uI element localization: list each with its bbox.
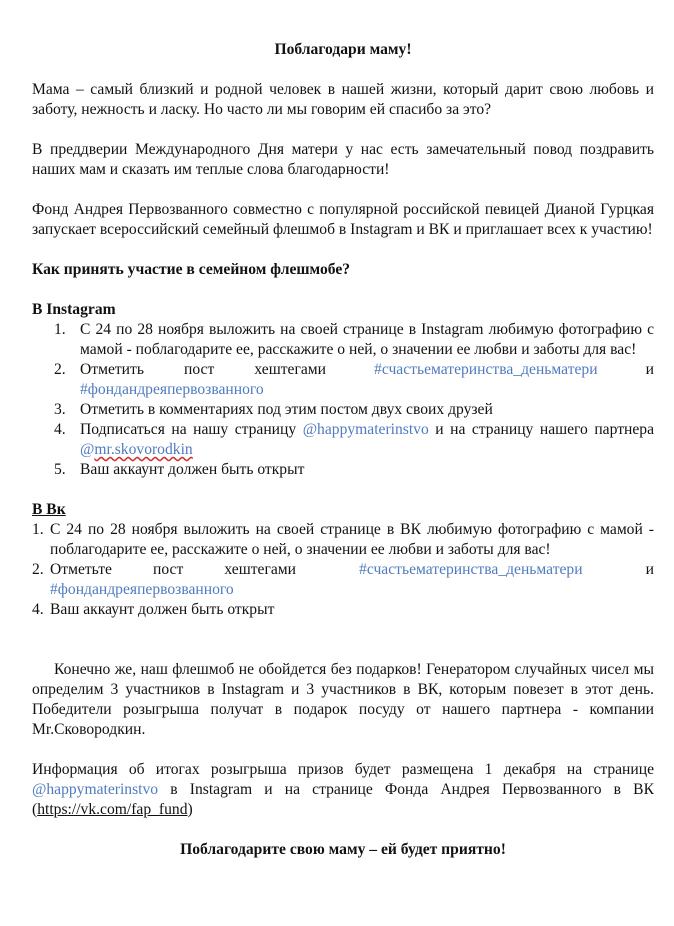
word: пост xyxy=(153,561,184,578)
word: хештегами xyxy=(254,361,326,378)
step-text: С 24 по 28 ноября выложить на своей странице в Instagram любимую фотографию с мамой - поблагодарите ее, расскажите о ней, о значении ее любви и заботы для вас! xyxy=(80,321,654,358)
step-text: Ваш аккаунт должен быть открыт xyxy=(80,461,305,478)
vk-step-1 xyxy=(32,520,654,560)
results-text-before: Информация об итогах розыгрыша призов будет размещена 1 декабря на странице xyxy=(32,761,654,778)
instagram-step-4 xyxy=(32,420,654,460)
list-number: 5. xyxy=(54,461,66,478)
prizes-paragraph: Конечно же, наш флешмоб не обойдется без подарков! Генератором случайных чисел мы определим 3 участников в Instagram и 3 участников в ВК, которым повезет в этот день. Победители розыгрыша получат в подарок посуду от нашего партнера - компании Mr.Сковородкин. xyxy=(32,661,654,738)
list-number: 2. xyxy=(54,361,66,378)
step-text: Ваш аккаунт должен быть открыт xyxy=(50,601,275,618)
step-4-text-middle: и на страницу нашего партнера xyxy=(435,421,654,438)
results-text-middle: в Instagram и на странице Фонда Андрея Первозванного в ВК ( xyxy=(32,781,654,818)
document-title: Поблагодари маму! xyxy=(274,41,412,58)
instagram-steps-list xyxy=(32,320,654,480)
handle-name: mr.skovorodkin xyxy=(94,441,193,458)
vk-heading: В Вк xyxy=(32,501,66,518)
hashtag-mothers-day[interactable]: #счастьематеринства_деньматери xyxy=(359,561,583,578)
closing-line: Поблагодарите свою маму – ей будет приятно! xyxy=(180,841,506,858)
instagram-step-5 xyxy=(32,460,654,480)
handle-at-sign: @ xyxy=(80,441,95,458)
skovorodkin-handle[interactable] xyxy=(80,441,193,458)
happymaterinstvo-handle[interactable]: @happymaterinstvo xyxy=(302,421,429,438)
hashtag-foundation[interactable]: #фондандреяпервозванного xyxy=(80,381,264,398)
hashtag-foundation[interactable]: #фондандреяпервозванного xyxy=(50,581,234,598)
step-text: Отметить в комментариях под этим постом двух своих друзей xyxy=(80,401,493,418)
step-text: С 24 по 28 ноября выложить на своей странице в ВК любимую фотографию с мамой - поблагодарите ее, расскажите о ней, о значении ее любви и заботы для вас! xyxy=(50,521,654,558)
hashtag-mothers-day[interactable]: #счастьематеринства_деньматери xyxy=(374,361,598,378)
list-number: 2. xyxy=(32,561,44,578)
results-text-end: ) xyxy=(187,801,193,818)
step-2-text xyxy=(80,360,326,380)
list-number: 1. xyxy=(32,521,44,538)
list-number: 4. xyxy=(54,421,66,438)
word: пост xyxy=(184,361,215,378)
foundation-paragraph: Фонд Андрея Первозванного совместно с популярной российской певицей Дианой Гурцкая запускает всероссийский семейный флешмоб в Instagram и ВК и приглашает всех к участию! xyxy=(32,201,654,238)
conjunction-and: и xyxy=(645,561,654,578)
vk-step-2 xyxy=(32,560,654,600)
vk-steps-list xyxy=(32,520,654,620)
vk-step-4 xyxy=(32,600,654,620)
mothers-day-paragraph: В преддверии Международного Дня матери у нас есть замечательный повод поздравить наших мам и сказать им теплые слова благодарности! xyxy=(32,141,654,178)
word: Отметьте xyxy=(50,561,112,578)
results-paragraph xyxy=(32,760,654,820)
step-2-first-line xyxy=(80,360,654,380)
instagram-step-2 xyxy=(32,360,654,400)
step-4-text-before: Подписаться на нашу страницу xyxy=(80,421,297,438)
howto-heading: Как принять участие в семейном флешмобе? xyxy=(32,261,351,278)
intro-paragraph: Мама – самый близкий и родной человек в нашей жизни, который дарит свою любовь и заботу, нежность и ласку. Но часто ли мы говорим ей спасибо за это? xyxy=(32,81,654,118)
vk-step-2-first-line xyxy=(50,560,654,580)
word: хештегами xyxy=(224,561,296,578)
word: Отметить xyxy=(80,361,144,378)
vk-fund-link[interactable]: https://vk.com/fap_fund xyxy=(37,801,188,818)
instagram-heading: В Instagram xyxy=(32,301,116,318)
list-number: 1. xyxy=(54,321,66,338)
conjunction-and: и xyxy=(645,361,654,378)
instagram-step-3 xyxy=(32,400,654,420)
happymaterinstvo-handle[interactable]: @happymaterinstvo xyxy=(32,781,159,798)
list-number: 3. xyxy=(54,401,66,418)
instagram-step-1 xyxy=(32,320,654,360)
list-number: 4. xyxy=(32,601,44,618)
step-2-text xyxy=(50,560,296,580)
